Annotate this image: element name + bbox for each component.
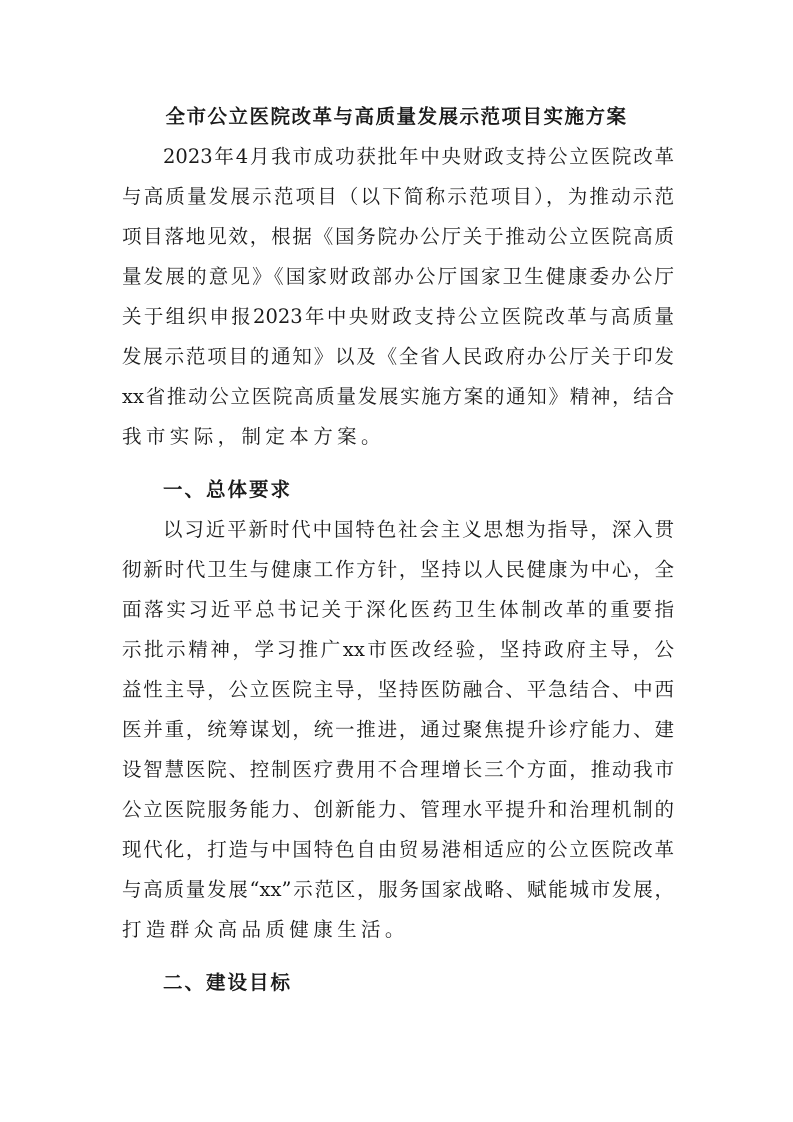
section1-line-4: 示批示精神，学习推广xx市医改经验，坚持政府主导，公 (122, 638, 674, 661)
intro-line-4: 量发展的意见》《国家财政部办公厅国家卫生健康委办公厅 (122, 265, 674, 288)
intro-line-3: 项目落地见效，根据《国务院办公厅关于推动公立医院高质 (122, 225, 674, 248)
intro-line-8: 我市实际，制定本方案。 (122, 425, 385, 448)
intro-line-5: 关于组织申报2023年中央财政支持公立医院改革与高质量 (122, 305, 674, 328)
intro-line-7: xx省推动公立医院高质量发展实施方案的通知》精神，结合 (122, 385, 674, 408)
section1-line-5: 益性主导，公立医院主导，坚持医防融合、平急结合、中西 (122, 678, 674, 701)
section-heading-general-requirements: 一、总体要求 (163, 478, 293, 501)
intro-line-1: 2023年4月我市成功获批年中央财政支持公立医院改革 (163, 145, 674, 168)
intro-line-6: 发展示范项目的通知》以及《全省人民政府办公厅关于印发 (122, 345, 674, 368)
section1-line-6: 医并重，统筹谋划，统一推进，通过聚焦提升诊疗能力、建 (122, 718, 674, 741)
section1-line-10: 与高质量发展“xx”示范区，服务国家战略、赋能城市发展， (122, 878, 674, 901)
intro-line-2: 与高质量发展示范项目（以下简称示范项目），为推动示范 (122, 185, 674, 208)
section1-line-7: 设智慧医院、控制医疗费用不合理增长三个方面，推动我市 (122, 758, 674, 781)
section1-line-1: 以习近平新时代中国特色社会主义思想为指导，深入贯 (163, 518, 674, 541)
section1-line-8: 公立医院服务能力、创新能力、管理水平提升和治理机制的 (122, 798, 674, 821)
section1-line-11: 打造群众高品质健康生活。 (122, 918, 409, 941)
section1-line-2: 彻新时代卫生与健康工作方针，坚持以人民健康为中心，全 (122, 558, 674, 581)
section-heading-construction-goals: 二、建设目标 (163, 971, 293, 994)
section1-line-3: 面落实习近平总书记关于深化医药卫生体制改革的重要指 (122, 598, 674, 621)
document-title: 全市公立医院改革与高质量发展示范项目实施方案 (165, 105, 628, 128)
section1-line-9: 现代化，打造与中国特色自由贸易港相适应的公立医院改革 (122, 838, 674, 861)
